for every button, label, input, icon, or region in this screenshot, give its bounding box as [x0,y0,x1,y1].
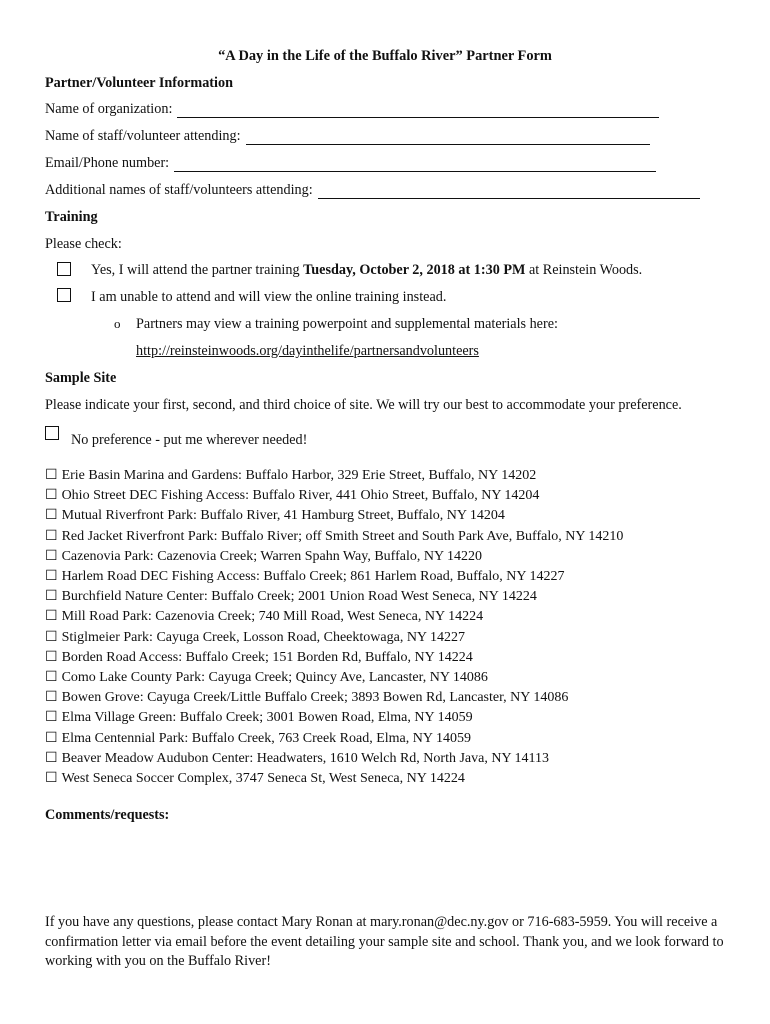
staff-attending-field [45,127,650,145]
organization-field [45,100,659,118]
site-checkbox[interactable]: ☐ [45,589,58,605]
site-option [45,629,465,647]
site-label: Borden Road Access: Buffalo Creek; 151 Borden Rd, Buffalo, NY 14224 [61,649,473,665]
partner-info-heading: Partner/Volunteer Information [45,75,233,91]
site-label: Beaver Meadow Audubon Center: Headwaters, 1610 Welch Rd, North Java, NY 14113 [61,750,550,766]
site-label: Elma Centennial Park: Buffalo Creek, 763 Creek Road, Elma, NY 14059 [61,730,471,746]
staff-attending-label: Name of staff/volunteer attending: [45,128,241,144]
site-label: Burchfield Nature Center: Buffalo Creek; 2001 Union Road West Seneca, NY 14224 [61,589,537,605]
site-label: Stiglmeier Park: Cayuga Creek, Losson Road, Cheektowaga, NY 14227 [61,629,466,645]
organization-input[interactable] [177,103,659,118]
site-option [45,608,483,626]
site-checkbox[interactable]: ☐ [45,468,58,483]
training-instruction: Please check: [45,236,122,252]
site-option [45,770,465,788]
attend-training-checkbox[interactable] [57,262,71,276]
online-training-checkbox[interactable] [57,288,71,302]
email-phone-label: Email/Phone number: [45,155,170,171]
additional-names-label: Additional names of staff/volunteers attending: [45,182,313,198]
site-checkbox[interactable]: ☐ [45,730,58,746]
contact-paragraph: If you have any questions, please contact Mary Ronan at mary.ronan@dec.ny.gov or 716-683-5959. You will receive a confirmation letter via email before the event detailing your sample site and school. Thank you, and we look forward to working with you on the Buffalo River! [45,914,724,969]
training-date: Tuesday, October 2, 2018 at 1:30 PM [303,262,526,278]
training-materials-link[interactable]: http://reinsteinwoods.org/dayinthelife/partnersandvolunteers [136,343,479,359]
online-training-label: I am unable to attend and will view the online training instead. [91,289,447,305]
site-checkbox[interactable]: ☐ [45,710,58,726]
site-label: Cazenovia Park: Cazenovia Creek; Warren Spahn Way, Buffalo, NY 14220 [61,548,483,564]
comments-heading: Comments/requests: [45,807,170,823]
additional-names-field [45,181,700,199]
site-option [45,548,482,566]
site-label: West Seneca Soccer Complex, 3747 Seneca St, West Seneca, NY 14224 [61,771,465,786]
additional-names-input[interactable] [318,184,700,199]
site-label: Mutual Riverfront Park: Buffalo River, 41 Hamburg Street, Buffalo, NY 14204 [61,508,505,524]
bullet-marker: o [114,316,121,331]
no-preference-label: No preference - put me wherever needed! [71,432,308,448]
site-option [45,467,536,485]
site-checkbox[interactable]: ☐ [45,609,58,625]
site-option [45,568,564,586]
site-checkbox[interactable]: ☐ [45,629,58,645]
site-label: Ohio Street DEC Fishing Access: Buffalo River, 441 Ohio Street, Buffalo, NY 14204 [61,488,540,504]
site-option [45,669,488,687]
site-option [45,588,537,606]
site-option [45,649,473,667]
site-checkbox[interactable]: ☐ [45,528,58,544]
site-checkbox[interactable]: ☐ [45,690,58,706]
organization-label: Name of organization: [45,101,173,117]
site-label: Harlem Road DEC Fishing Access: Buffalo Creek; 861 Harlem Road, Buffalo, NY 14227 [61,569,565,584]
site-checkbox[interactable]: ☐ [45,548,58,564]
sample-site-heading: Sample Site [45,370,117,386]
site-option [45,689,568,707]
site-label: Elma Village Green: Buffalo Creek; 3001 Bowen Road, Elma, NY 14059 [61,710,473,726]
site-label: Como Lake County Park: Cayuga Creek; Quincy Ave, Lancaster, NY 14086 [61,670,488,685]
sample-site-instruction: Please indicate your first, second, and third choice of site. We will try our best to accommodate your preference. [45,397,682,413]
training-heading: Training [45,209,98,225]
staff-attending-input[interactable] [246,130,650,145]
site-label: Red Jacket Riverfront Park: Buffalo River; off Smith Street and South Park Ave, Buffalo, NY 14210 [61,528,624,544]
site-checkbox[interactable]: ☐ [45,649,58,665]
site-label: Bowen Grove: Cayuga Creek/Little Buffalo Creek; 3893 Bowen Rd, Lancaster, NY 14086 [61,690,569,706]
site-checkbox[interactable]: ☐ [45,771,58,786]
email-phone-input[interactable] [174,157,656,172]
site-option [45,750,549,768]
site-option [45,487,539,505]
email-phone-field [45,154,656,172]
site-option [45,709,473,727]
no-preference-checkbox[interactable] [45,426,59,440]
site-checkbox[interactable]: ☐ [45,569,58,584]
training-materials-link-line [136,342,479,360]
site-checkbox[interactable]: ☐ [45,488,58,504]
site-option [45,730,471,748]
attend-training-label: Yes, I will attend the partner training Tuesday, October 2, 2018 at 1:30 PM at Reinstein Woods. [91,262,643,278]
site-checkbox[interactable]: ☐ [45,508,58,524]
form-title: “A Day in the Life of the Buffalo River” Partner Form [218,48,552,64]
site-checkbox[interactable]: ☐ [45,750,58,766]
site-label: Mill Road Park: Cazenovia Creek; 740 Mill Road, West Seneca, NY 14224 [61,609,484,625]
site-option [45,528,623,546]
site-checkbox[interactable]: ☐ [45,670,58,685]
site-option [45,507,505,525]
training-materials-text: Partners may view a training powerpoint and supplemental materials here: [136,316,558,332]
site-label: Erie Basin Marina and Gardens: Buffalo Harbor, 329 Erie Street, Buffalo, NY 14202 [61,468,537,483]
